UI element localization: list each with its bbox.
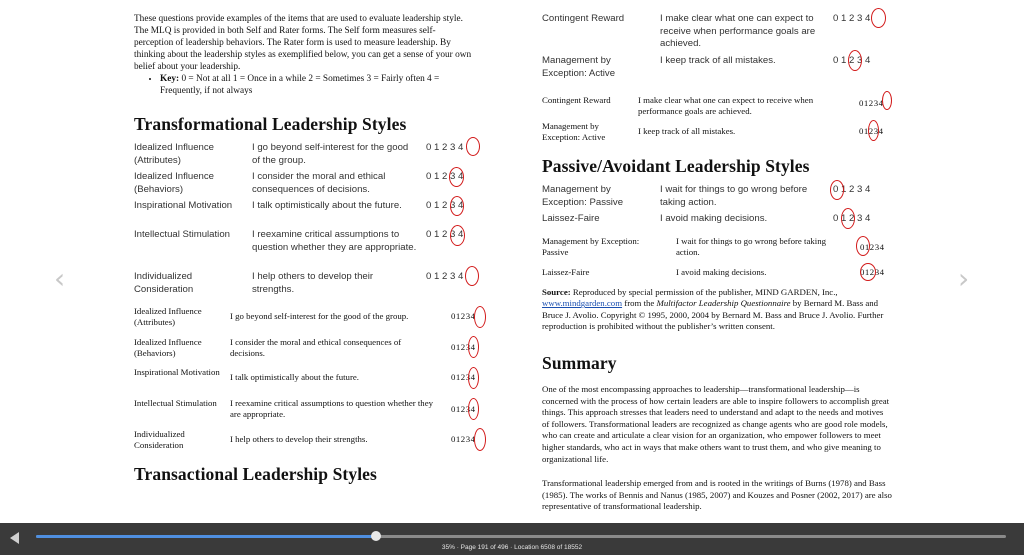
item-cell: I help others to develop their strengths.: [230, 434, 368, 444]
transactional-heading: Transactional Leadership Styles: [134, 464, 377, 484]
summary-paragraph-2: Transformational leadership emerged from and is rooted in the writings of Burns (1978) and Bass (1985). The works of Bennis and Nanus (1985, 2007) and Kouzes and Posner (2002, 2017) are also representative of transformational leadership.: [542, 478, 892, 512]
behavior-cell: Inspirational Motivation: [134, 367, 220, 377]
mindgarden-link[interactable]: www.mindgarden.com: [542, 298, 623, 309]
behavior-cell: Intellectual Stimulation: [134, 229, 230, 240]
behavior-cell: Idealized Influence (Behaviors): [134, 171, 215, 195]
behavior-cell: Management by Exception: Passive: [542, 184, 624, 208]
scale-cell: 01234: [451, 404, 476, 414]
progress-fill: [36, 535, 376, 538]
item-cell: I avoid making decisions.: [676, 267, 767, 277]
item-cell: I wait for things to go wrong before taking action.: [676, 236, 827, 257]
key-item: [160, 73, 474, 97]
scale-cell: 0 1 2 3 4: [426, 229, 464, 240]
behavior-cell: Individualized Consideration: [134, 271, 194, 295]
behavior-cell: Contingent Reward: [542, 13, 625, 24]
circled-answer-mark: [466, 137, 480, 156]
item-cell: I make clear what one can expect to receive when performance goals are achieved.: [660, 13, 816, 49]
behavior-cell: Individualized Consideration: [134, 429, 185, 450]
scale-cell: 0 1 2 3 4: [833, 55, 871, 66]
circled-answer-mark: [871, 8, 886, 28]
scale-cell: 01234: [451, 342, 476, 352]
behavior-cell: Laissez-Faire: [542, 213, 600, 224]
item-cell: I wait for things to go wrong before taking action.: [660, 184, 808, 208]
item-cell: I make clear what one can expect to receive when performance goals are achieved.: [638, 95, 814, 116]
behavior-cell: Management by Exception: Active: [542, 55, 616, 79]
item-cell: I consider the moral and ethical consequences of decisions.: [230, 337, 402, 358]
source-label: Source:: [542, 287, 571, 297]
right-column: [542, 0, 892, 523]
behavior-cell: Contingent Reward: [542, 95, 611, 105]
scale-cell: 0 1 2 3 4: [426, 142, 464, 153]
scale-cell: 0 1 2 3 4: [833, 184, 871, 195]
back-icon[interactable]: [10, 532, 19, 544]
left-column: [134, 0, 479, 523]
scale-cell: 0 1 2 3 4: [426, 200, 464, 211]
item-cell: I help others to develop their strengths.: [252, 271, 374, 295]
passive-heading: Passive/Avoidant Leadership Styles: [542, 156, 810, 176]
scale-cell: 01234: [859, 126, 884, 136]
item-cell: I keep track of all mistakes.: [638, 126, 736, 136]
scale-cell: 0 1 2 3 4: [833, 213, 871, 224]
source-note: [542, 287, 892, 332]
reader-footer-bar: [0, 523, 1024, 555]
behavior-cell: Laissez-Faire: [542, 267, 590, 277]
summary-heading: Summary: [542, 353, 617, 373]
item-cell: I keep track of all mistakes.: [660, 55, 776, 66]
item-cell: I talk optimistically about the future.: [230, 372, 359, 382]
source-text-2: from the: [624, 298, 655, 309]
next-page-icon[interactable]: ›: [958, 262, 970, 295]
item-cell: I consider the moral and ethical consequences of decisions.: [252, 171, 386, 195]
key-label: Key:: [160, 74, 180, 84]
scale-cell: 01234: [451, 434, 476, 444]
scale-cell: 0 1 2 3 4: [426, 271, 464, 282]
behavior-cell: Intellectual Stimulation: [134, 398, 217, 408]
item-cell: I talk optimistically about the future.: [252, 200, 402, 211]
summary-paragraph-1: One of the most encompassing approaches to leadership—transformational leadership—is concerned with the process of how certain leaders are able to inspire followers to accomplish great things. This approach stresses that leaders need to understand and adapt to the needs and motives of followers. Transformational leaders are recognized as change agents who are good role models, who can create and articulate a clear vision for an organization, who empower followers to meet higher standards, who act in ways that make others want to trust them, and who give meaning to organizational life.: [542, 384, 890, 464]
item-cell: I avoid making decisions.: [660, 213, 768, 224]
scale-cell: 01234: [860, 267, 885, 277]
behavior-cell: Idealized Influence (Behaviors): [134, 337, 202, 358]
intro-paragraph: [134, 13, 474, 97]
scale-cell: 0 1 2 3 4: [833, 13, 871, 24]
previous-page-icon[interactable]: ‹: [54, 262, 66, 295]
behavior-cell: Management by Exception: Active: [542, 121, 606, 142]
progress-slider[interactable]: [36, 535, 1006, 538]
item-cell: I go beyond self-interest for the good of the group.: [230, 311, 409, 321]
item-cell: I go beyond self-interest for the good of the group.: [252, 142, 409, 166]
key-text: 0 = Not at all 1 = Once in a while 2 = Sometimes 3 = Fairly often 4 = Frequently, if not always: [160, 74, 440, 96]
behavior-cell: Idealized Influence (Attributes): [134, 142, 215, 166]
source-text-3: by Bernard M. Bass and Bruce J. Avolio. Copyright © 1995, 2000, 2004 by Bernard M. Bass and Bruce J. Avolio. Further reproduction is prohibited without the publisher’s written consent.: [542, 298, 884, 331]
item-cell: I reexamine critical assumptions to question whether they are appropriate.: [252, 229, 417, 253]
behavior-cell: Idealized Influence (Attributes): [134, 306, 202, 327]
circled-answer-mark: [465, 266, 479, 286]
item-cell: I reexamine critical assumptions to question whether they are appropriate.: [230, 398, 434, 419]
scale-cell: 01234: [859, 98, 884, 108]
scale-cell: 0 1 2 3 4: [426, 171, 464, 182]
reading-status: 35% · Page 191 of 496 · Location 6508 of 18552: [441, 544, 583, 551]
behavior-cell: Management by Exception: Passive: [542, 236, 640, 257]
behavior-cell: Inspirational Motivation: [134, 200, 233, 211]
progress-thumb[interactable]: [371, 531, 381, 541]
source-title: Multifactor Leadership Questionnaire: [656, 298, 791, 309]
scale-cell: 01234: [451, 372, 476, 382]
scale-cell: 01234: [860, 242, 885, 252]
intro-text: These questions provide examples of the items that are used to evaluate leadership style. The MLQ is provided in both Self and Rater forms. The Self form measures self-perception of leadership behaviors. The Rater form is used to measure leadership. By thinking about the leadership styles as exemplified below, you can get a sense of your own belief about your leadership.: [134, 14, 472, 72]
transformational-heading: Transformational Leadership Styles: [134, 114, 407, 134]
scale-cell: 01234: [451, 311, 476, 321]
source-text-1: Reproduced by special permission of the publisher, MIND GARDEN, Inc.,: [572, 287, 838, 297]
key-list: [134, 73, 474, 97]
